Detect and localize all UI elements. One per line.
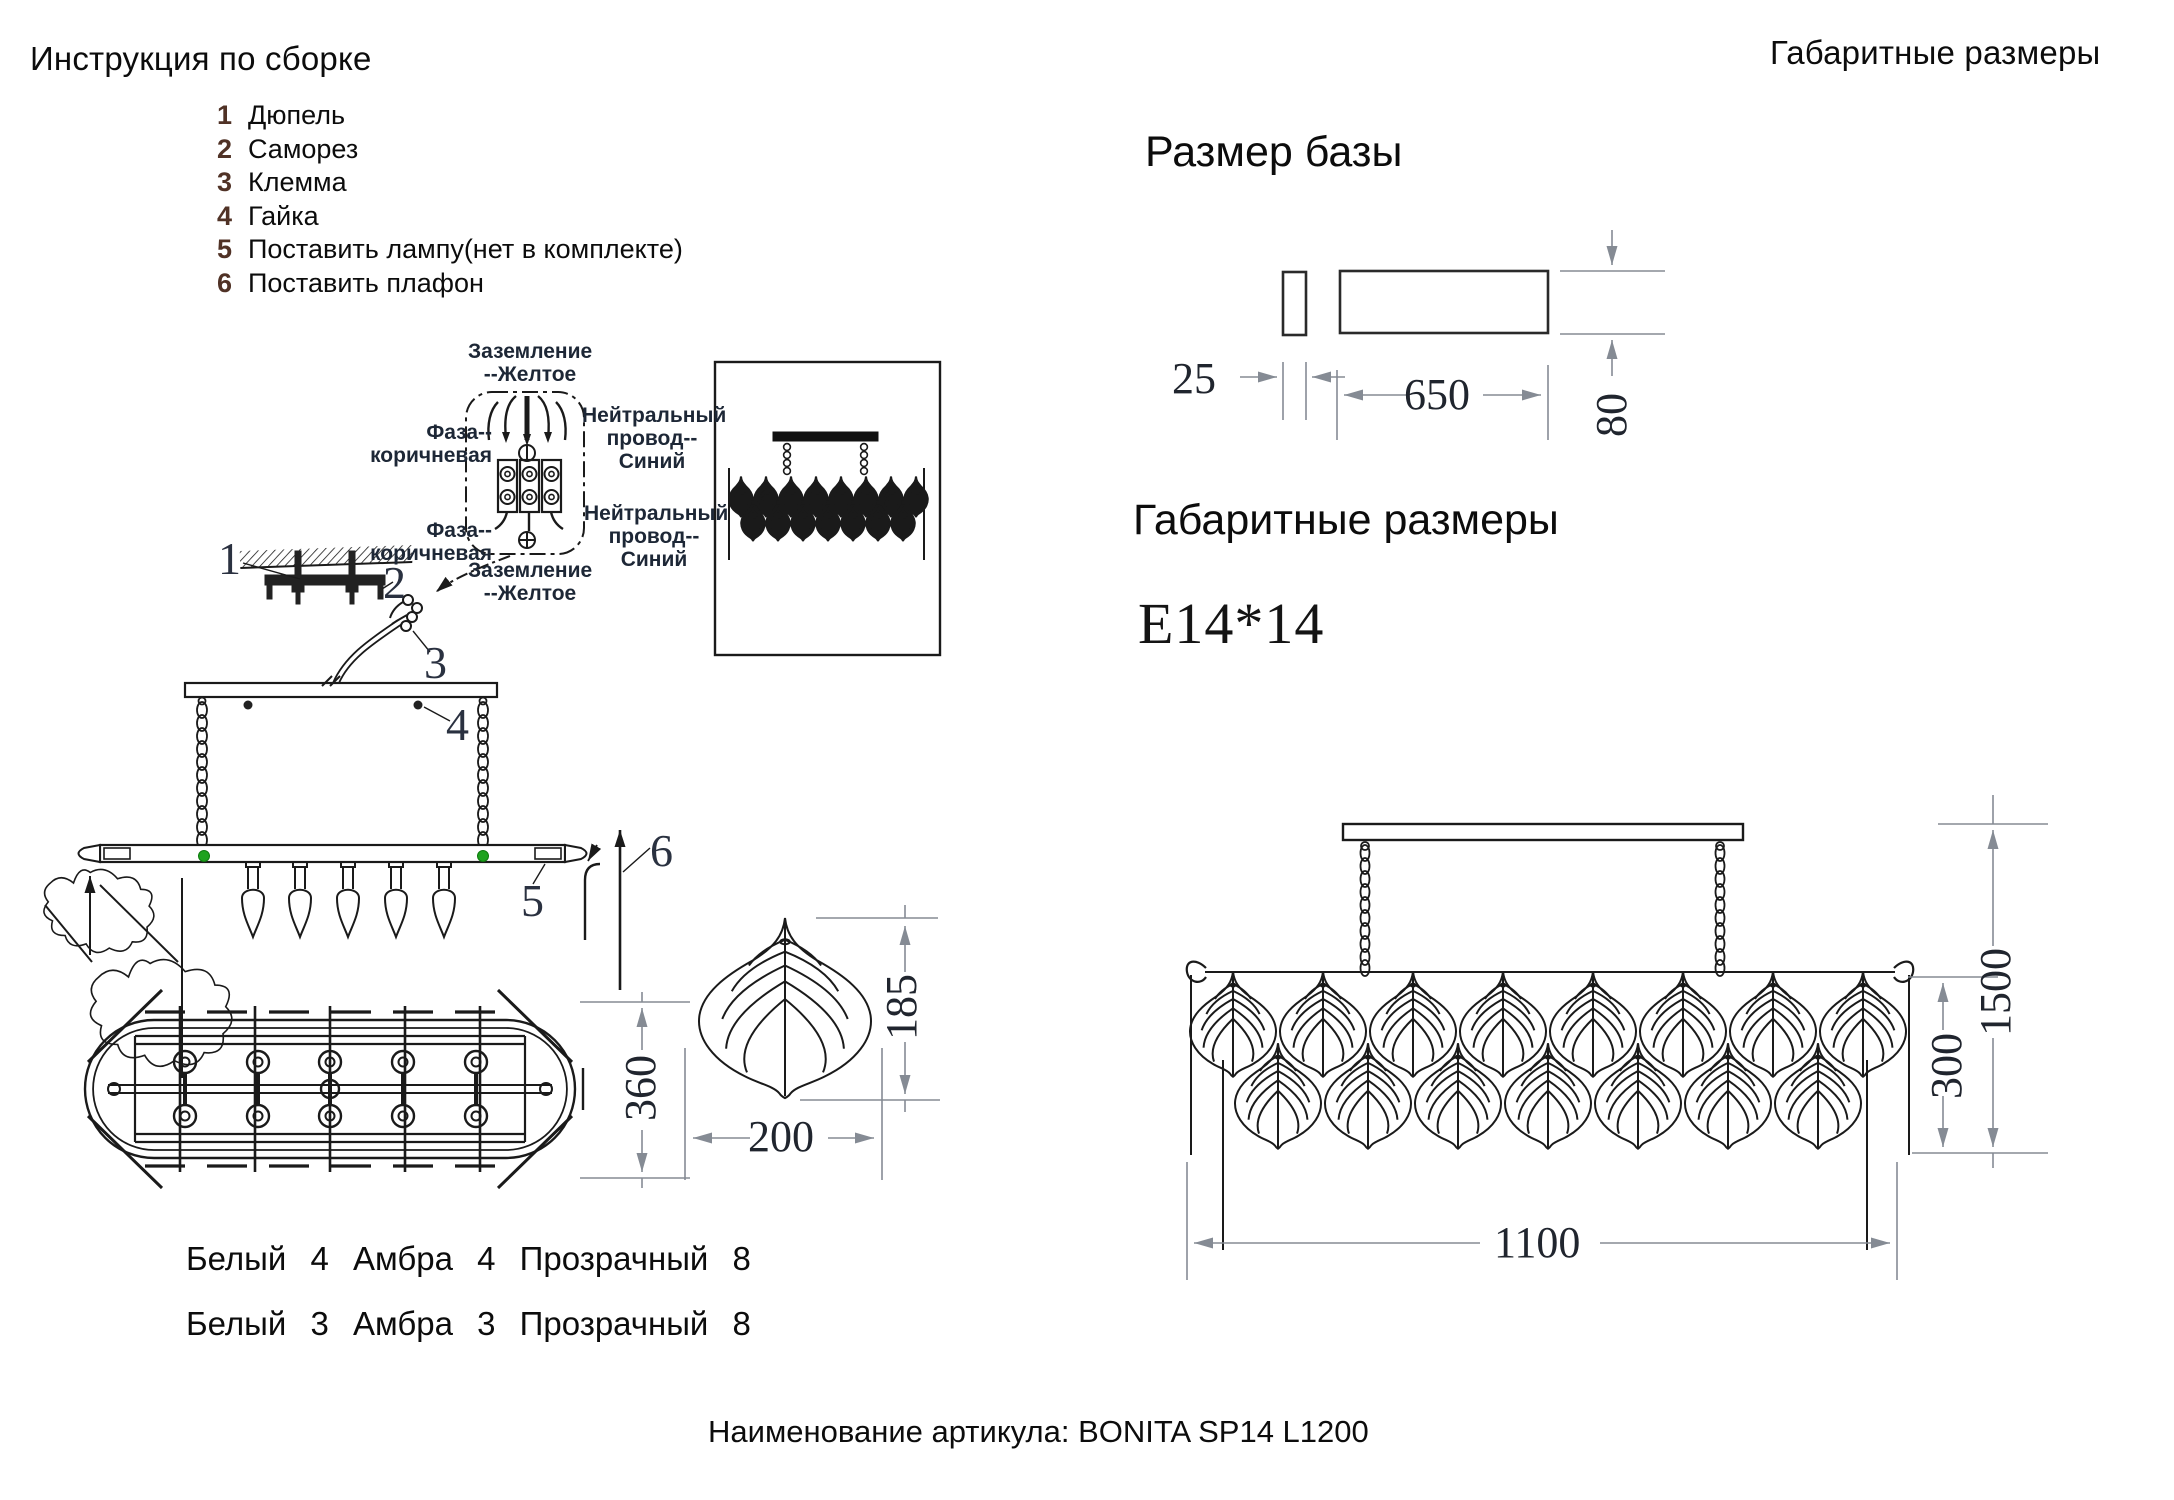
callout-2: 2 bbox=[383, 557, 406, 608]
shade-count-row2: Белый 3 Амбра 3 Прозрачный 8 bbox=[186, 1305, 751, 1342]
dim-base-small: 25 bbox=[1172, 354, 1216, 403]
label-phase-1: Фаза--коричневая bbox=[370, 421, 492, 467]
item-label: Саморез bbox=[248, 134, 359, 164]
callout-3: 3 bbox=[424, 637, 447, 688]
dim-base-height: 80 bbox=[1587, 393, 1636, 437]
plan-view bbox=[85, 990, 690, 1188]
list-item bbox=[198, 201, 319, 232]
label-neutral-2: Нейтральный провод--Синий bbox=[584, 502, 729, 571]
dim-total-height: 1500 bbox=[1971, 948, 2020, 1036]
item-number: 5 bbox=[216, 234, 232, 264]
page-title: Инструкция по сборке bbox=[30, 40, 372, 77]
item-number: 1 bbox=[216, 100, 232, 130]
thumbnail-box bbox=[715, 362, 940, 655]
assembly-diagram bbox=[44, 545, 650, 1078]
label-ground-top: Заземление --Желтое bbox=[468, 340, 593, 386]
dim-plan-width: 360 bbox=[616, 1055, 665, 1121]
callout-4: 4 bbox=[446, 699, 469, 750]
thumbnail-leaves bbox=[729, 476, 928, 540]
callout-1: 1 bbox=[218, 533, 241, 584]
shade-count-row1: Белый 4 Амбра 4 Прозрачный 8 bbox=[186, 1240, 751, 1277]
list-item bbox=[198, 234, 683, 265]
label-ground-bottom: Заземление --Желтое bbox=[468, 559, 593, 605]
item-label: Клемма bbox=[248, 167, 347, 197]
label-phase-2: Фаза--коричневая bbox=[370, 519, 492, 565]
callout-6: 6 bbox=[650, 825, 673, 876]
dim-leaf-height: 185 bbox=[877, 974, 926, 1040]
list-item bbox=[198, 167, 347, 198]
front-leaves-bottom bbox=[1235, 1043, 1861, 1149]
label-neutral-1: Нейтральный провод--Синий bbox=[582, 404, 727, 473]
dim-total-length: 1100 bbox=[1494, 1218, 1581, 1267]
item-label: Поставить лампу(нет в комплекте) bbox=[248, 234, 683, 264]
item-label: Поставить плафон bbox=[248, 268, 484, 298]
article-name: Наименование артикула: BONITA SP14 L1200 bbox=[708, 1414, 1369, 1449]
item-label: Дюпель bbox=[248, 100, 346, 130]
overall-size-heading: Габаритные размеры bbox=[1133, 496, 1559, 544]
item-number: 2 bbox=[216, 134, 232, 164]
item-label: Гайка bbox=[248, 201, 319, 231]
front-view bbox=[1187, 795, 2048, 1280]
lamp-socket-spec: E14*14 bbox=[1138, 591, 1325, 656]
item-number: 4 bbox=[216, 201, 232, 231]
base-size-heading: Размер базы bbox=[1145, 128, 1403, 176]
dim-base-length: 650 bbox=[1404, 370, 1470, 419]
item-number: 3 bbox=[216, 167, 232, 197]
list-item bbox=[198, 134, 358, 165]
dim-body-height: 300 bbox=[1922, 1033, 1971, 1099]
callout-5: 5 bbox=[521, 875, 544, 926]
item-number: 6 bbox=[216, 268, 232, 298]
page-title-right: Габаритные размеры bbox=[1770, 34, 2101, 71]
list-item bbox=[198, 100, 345, 131]
list-item bbox=[198, 268, 484, 299]
dim-leaf-width: 200 bbox=[748, 1112, 814, 1161]
